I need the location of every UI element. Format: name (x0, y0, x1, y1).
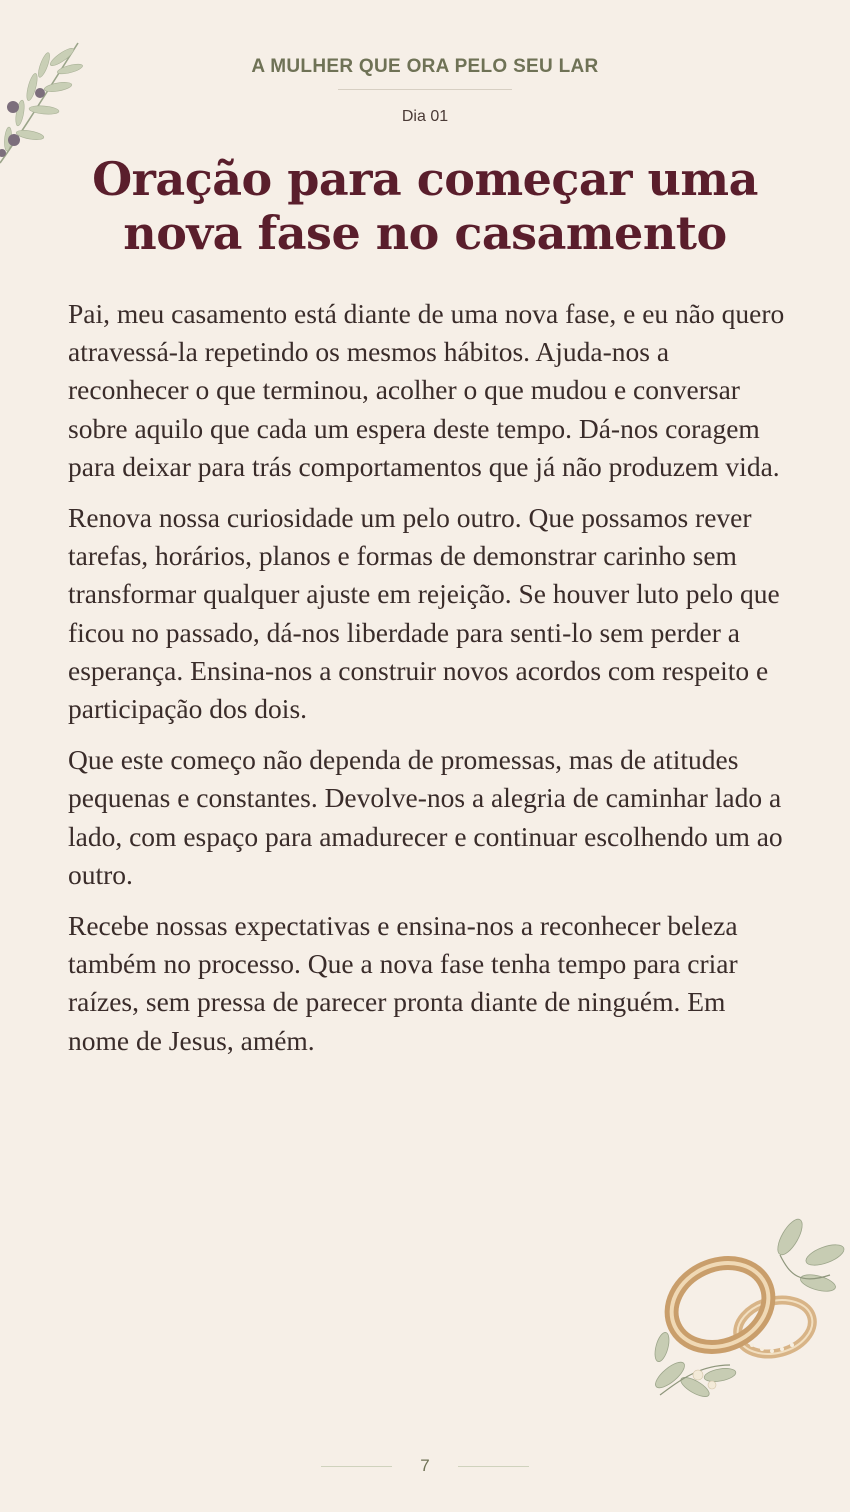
paragraph: Recebe nossas expectativas e ensina-nos a reconhecer beleza também no processo. Que a nova fase tenha tempo para criar raízes, sem pressa de parecer pronta diante de ninguém. Em nome de Jesus, amém. (68, 910, 738, 1056)
prayer-body (68, 295, 788, 1073)
paragraph: Que este começo não dependa de promessas, mas de atitudes pequenas e constantes. Devolve-nos a alegria de caminhar lado a lado, com espaço para amadurecer e continuar escolhendo um ao outro. (68, 744, 783, 890)
page-number: 7 (420, 1456, 430, 1475)
footer-divider-left (321, 1466, 392, 1467)
header-divider (338, 89, 512, 90)
day-label: Dia 01 (401, 108, 449, 125)
paragraph: Renova nossa curiosidade um pelo outro. Que possamos rever tarefas, horários, planos e formas de demonstrar carinho sem transformar qualquer ajuste em rejeição. Se houver luto pelo que ficou no passado, dá-nos liberdade para senti-lo sem perder a esperança. Ensina-nos a construir novos acordos com respeito e participação dos dois. (68, 502, 780, 725)
book-title: A MULHER QUE ORA PELO SEU LAR (251, 56, 599, 77)
footer-divider-right (458, 1466, 529, 1467)
paragraph: Pai, meu casamento está diante de uma nova fase, e eu não quero atravessá-la repetindo os mesmos hábitos. Ajuda-nos a reconhecer o que terminou, acolher o que mudou e conversar sobre aquilo que cada um espera deste tempo. Dá-nos coragem para deixar para trás comportamentos que já não produzem vida. (68, 298, 785, 482)
wedding-rings-icon (640, 1215, 850, 1405)
page-title: Oração para começar uma nova fase no casamento (92, 152, 758, 260)
